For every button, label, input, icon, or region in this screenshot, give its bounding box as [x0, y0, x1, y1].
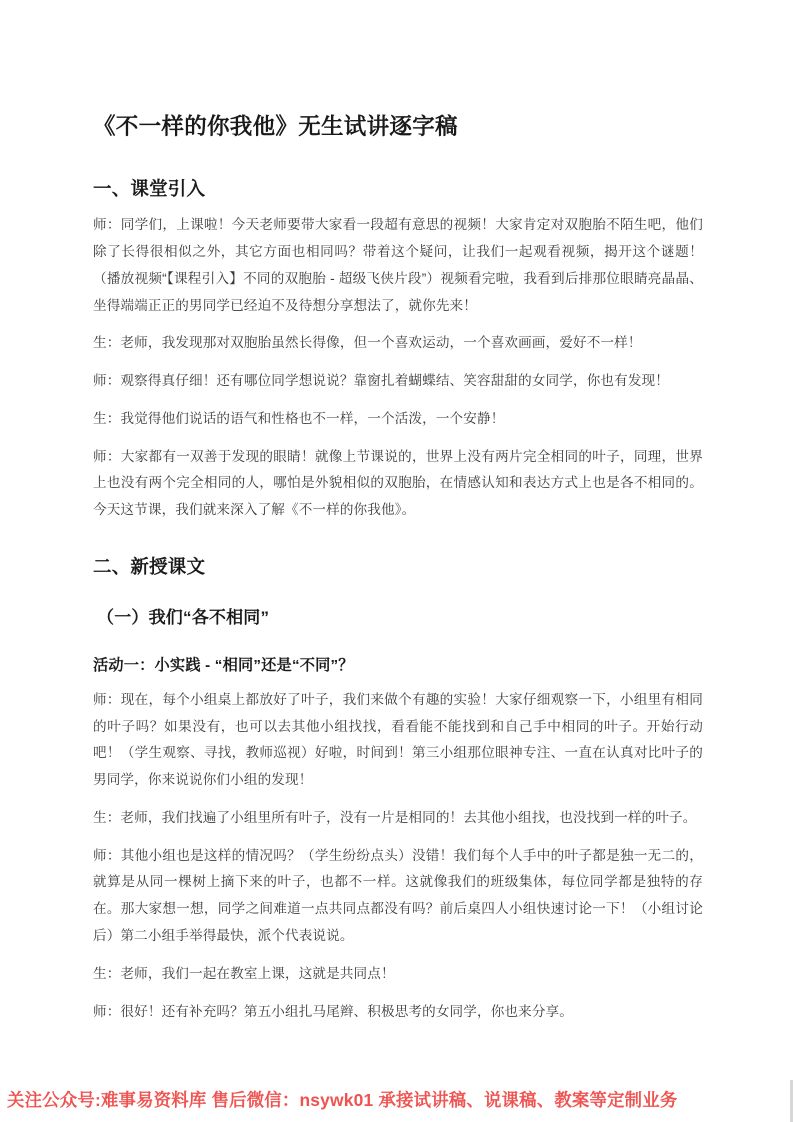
dialogue-paragraph: 生：老师，我们一起在教室上课，这就是共同点！ [93, 965, 395, 981]
document-body [93, 104, 703, 1025]
dialogue-paragraph: 师：其他小组也是这样的情况吗？（学生纷纷点头）没错！我们每个人手中的叶子都是独一无二的，就算是从同一棵树上摘下来的叶子，也都不一样。这就像我们的班级集体，每位同学都是独特的存在。那大家想一想，同学之间难道一点共同点都没有吗？前后桌四人小组快速讨论一下！（小组讨论后）第二小组手举得最快，派个代表说说。 [93, 847, 703, 944]
promo-footer-text: 关注公众号:难事易资料库 售后微信：nsywk01 承接试讲稿、说课稿、教案等定制业务 [7, 1090, 678, 1111]
dialogue-paragraph: 师：很好！还有补充吗？第五小组扎马尾辫、积极思考的女同学，你也来分享。 [93, 1003, 573, 1019]
dialogue-paragraph: 生：老师，我发现那对双胞胎虽然长得像，但一个喜欢运动，一个喜欢画画，爱好不一样！ [93, 335, 642, 351]
subsection-heading: （一）我们“各不相同” [97, 607, 270, 627]
dialogue-paragraph: 师：观察得真仔细！还有哪位同学想说说？靠窗扎着蝴蝶结、笑容甜甜的女同学，你也有发现！ [93, 373, 669, 389]
dialogue-paragraph: 师：同学们，上课啦！今天老师要带大家看一段超有意思的视频！大家肯定对双胞胎不陌生吧，他们除了长得很相似之外，其它方面也相同吗？带着这个疑问，让我们一起观看视频，揭开这个谜题！（播放视频“【课程引入】不同的双胞胎 - 超级飞侠片段”）视频看完啦，我看到后排那位眼睛亮晶晶、坐得端端正正的男同学已经迫不及待想分享想法了，就你先来！ [93, 217, 703, 313]
activity-heading: 活动一：小实践 - “相同”还是“不同”？ [93, 656, 354, 674]
dialogue-paragraph: 师：现在，每个小组桌上都放好了叶子，我们来做个有趣的实验！大家仔细观察一下，小组里有相同的叶子吗？如果没有，也可以去其他小组找找，看看能不能找到和自己手中相同的叶子。开始行动吧！（学生观察、寻找，教师巡视）好啦，时间到！第三小组那位眼神专注、一直在认真对比叶子的男同学，你来说说你们小组的发现！ [93, 691, 703, 788]
dialogue-paragraph: 师：大家都有一双善于发现的眼睛！就像上节课说的，世界上没有两片完全相同的叶子，同理，世界上也没有两个完全相同的人，哪怕是外貌相似的双胞胎，在情感认知和表达方式上也是各不相同的。今天这节课，我们就来深入了解《不一样的你我他》。 [93, 448, 703, 518]
section-heading-1: 一、课堂引入 [93, 178, 206, 200]
promo-footer-banner [0, 1080, 793, 1122]
section-heading-2: 二、新授课文 [93, 555, 206, 577]
dialogue-paragraph: 生：老师，我们找遍了小组里所有叶子，没有一片是相同的！去其他小组找，也没找到一样的叶子。 [93, 809, 697, 825]
page-title: 《不一样的你我他》无生试讲逐字稿 [93, 114, 458, 139]
dialogue-paragraph: 生：我觉得他们说话的语气和性格也不一样，一个活泼，一个安静！ [93, 410, 505, 426]
